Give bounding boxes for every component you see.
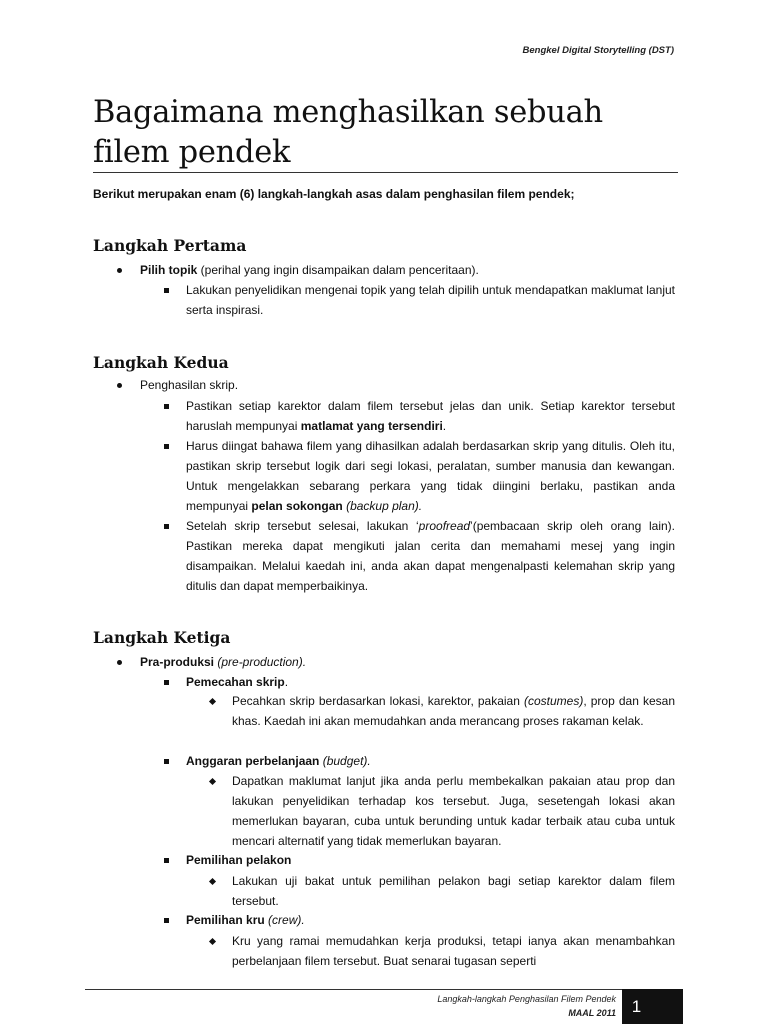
- bullet-dot: [117, 375, 122, 388]
- heading-step-3: Langkah Ketiga: [93, 628, 231, 647]
- bullet-dot: [117, 260, 122, 273]
- bullet-diamond: [210, 691, 215, 704]
- heading-step-2: Langkah Kedua: [93, 353, 229, 372]
- bullet-square: [164, 751, 169, 764]
- intro-paragraph: Berikut merupakan enam (6) langkah-langkah asas dalam penghasilan filem pendek;: [93, 187, 575, 201]
- step3-sub-4-detail: Kru yang ramai memudahkan kerja produksi, tetapi ianya akan menambahkan perbelanjaan filem tersebut. Buat senarai tugasan seperti: [232, 934, 675, 968]
- step2-sub-2: Harus diingat bahawa filem yang dihasilkan adalah berdasarkan skrip yang ditulis. Oleh itu, pastikan skrip tersebut logik dari segi lokasi, peralatan, sumber manusia dan kewangan. Untuk mengelakkan sebarang perkara yang tidak diingini berlaku, pastikan anda mempunyai pelan sokongan (backup plan).: [186, 439, 675, 513]
- step2-sub-1: Pastikan setiap karektor dalam filem tersebut jelas dan unik. Setiap karektor tersebut haruslah mempunyai matlamat yang tersendiri.: [186, 399, 675, 433]
- step3-sub-4-title: Pemilihan kru (crew).: [186, 913, 305, 927]
- footer-course: MAAL 2011: [568, 1008, 616, 1018]
- bullet-square: [164, 672, 169, 685]
- bullet-square: [164, 396, 169, 409]
- bullet-diamond: [210, 771, 215, 784]
- step3-sub-2-detail: Dapatkan maklumat lanjut jika anda perlu membekalkan pakaian atau prop dan lakukan penyelidikan terhadap kos tersebut. Juga, sesetengah lokasi akan memerlukan bayaran, cuba untuk berunding untuk kadar terbaik atau cuba untuk mencari alternatif yang tidak memerlukan bayaran.: [232, 774, 675, 848]
- step3-sub-1-title: Pemecahan skrip.: [186, 675, 289, 689]
- step1-item-1: Pilih topik (perihal yang ingin disampaikan dalam penceritaan).: [140, 263, 479, 277]
- bullet-square: [164, 516, 169, 529]
- bullet-dot: [117, 652, 122, 665]
- step3-sub-3-detail: Lakukan uji bakat untuk pemilihan pelakon bagi setiap karektor dalam filem tersebut.: [232, 874, 675, 908]
- bullet-diamond: [210, 931, 215, 944]
- heading-step-1: Langkah Pertama: [93, 236, 247, 255]
- step3-item-1: Pra-produksi (pre-production).: [140, 655, 307, 669]
- page-number: 1: [631, 997, 642, 1016]
- running-header: Bengkel Digital Storytelling (DST): [522, 45, 674, 56]
- step3-sub-1-detail: Pecahkan skrip berdasarkan lokasi, karektor, pakaian (costumes), prop dan kesan khas. Kaedah ini akan memudahkan anda merancang proses rakaman kelak.: [232, 694, 675, 728]
- step3-sub-3-title: Pemilihan pelakon: [186, 853, 292, 867]
- step3-sub-2-title: Anggaran perbelanjaan (budget).: [186, 754, 371, 768]
- bullet-diamond: [210, 871, 215, 884]
- bullet-square: [164, 280, 169, 293]
- bullet-square: [164, 910, 169, 923]
- title-divider: [93, 172, 678, 173]
- page-title: Bagaimana menghasilkan sebuah filem pendek: [93, 95, 603, 170]
- step2-item-1: Penghasilan skrip.: [140, 378, 239, 392]
- footer-divider: [85, 989, 683, 990]
- bullet-square: [164, 436, 169, 449]
- footer-doc-title: Langkah-langkah Penghasilan Filem Pendek: [437, 994, 616, 1004]
- bullet-square: [164, 850, 169, 863]
- step1-sub-1: Lakukan penyelidikan mengenai topik yang telah dipilih untuk mendapatkan maklumat lanjut serta inspirasi.: [186, 283, 675, 317]
- step2-sub-3: Setelah skrip tersebut selesai, lakukan ‘proofread’(pembacaan skrip oleh orang lain). Pastikan mereka dapat mengikuti jalan cerita dan memahami mesej yang ingin disampaikan. Melalui kaedah ini, anda akan dapat mengenalpasti kelemahan skrip yang ditulis dan dapat memperbaikinya.: [186, 519, 675, 593]
